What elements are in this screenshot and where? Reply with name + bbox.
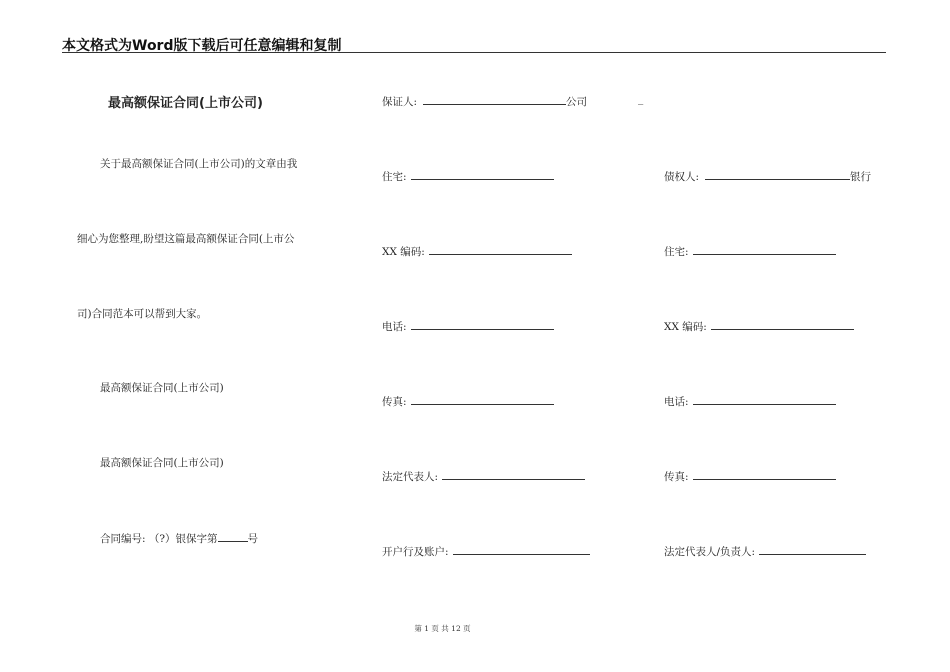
guarantor-bank-account-line	[382, 543, 590, 559]
guarantor-trailing-mark: _	[638, 93, 644, 105]
guarantor-name-blank	[423, 93, 566, 105]
creditor-residence-blank	[693, 243, 836, 255]
guarantor-name-line	[382, 93, 587, 109]
guarantor-legal-rep-label: 法定代表人:	[382, 471, 439, 483]
creditor-postcode-blank	[711, 318, 854, 330]
creditor-phone-label: 电话:	[664, 396, 689, 408]
guarantor-phone-label: 电话:	[382, 321, 407, 333]
intro-line-2: 细心为您整理,盼望这篇最高额保证合同(上市公	[77, 233, 295, 245]
creditor-phone-line	[664, 393, 836, 409]
intro-line-1: 关于最高额保证合同(上市公司)的文章由我	[100, 158, 298, 170]
contract-number-line	[100, 530, 258, 546]
guarantor-phone-blank	[411, 318, 554, 330]
guarantor-residence-blank	[411, 168, 554, 180]
creditor-fax-line	[664, 468, 836, 484]
guarantor-residence-label: 住宅:	[382, 171, 407, 183]
contract-number-blank	[218, 530, 248, 542]
creditor-residence-label: 住宅:	[664, 246, 689, 258]
creditor-name-blank	[705, 168, 850, 180]
creditor-label: 债权人:	[664, 171, 700, 183]
creditor-fax-label: 传真:	[664, 471, 689, 483]
guarantor-postcode-blank	[429, 243, 572, 255]
guarantor-legal-rep-blank	[442, 468, 585, 480]
creditor-residence-line	[664, 243, 836, 259]
guarantor-fax-label: 传真:	[382, 396, 407, 408]
creditor-postcode-line	[664, 318, 854, 334]
guarantor-postcode-line	[382, 243, 572, 259]
guarantor-bank-account-label: 开户行及账户:	[382, 546, 449, 558]
section-heading-2: 最高额保证合同(上市公司)	[100, 457, 224, 469]
creditor-suffix: 银行	[850, 171, 872, 183]
guarantor-residence-line	[382, 168, 554, 184]
guarantor-bank-account-blank	[453, 543, 590, 555]
guarantor-fax-blank	[411, 393, 554, 405]
guarantor-postcode-label: XX 编码:	[382, 246, 425, 258]
creditor-legal-rep-label: 法定代表人/负责人:	[664, 546, 756, 558]
section-heading-1: 最高额保证合同(上市公司)	[100, 382, 224, 394]
header-divider	[62, 52, 886, 53]
document-title: 最高额保证合同(上市公司)	[108, 96, 263, 111]
creditor-phone-blank	[693, 393, 836, 405]
creditor-fax-blank	[693, 468, 836, 480]
intro-line-3: 司)合同范本可以帮到大家。	[77, 308, 208, 320]
creditor-postcode-label: XX 编码:	[664, 321, 707, 333]
guarantor-label: 保证人:	[382, 96, 418, 108]
page-number: 第 1 页 共 12 页	[414, 624, 471, 633]
guarantor-fax-line	[382, 393, 554, 409]
guarantor-suffix: 公司	[566, 96, 588, 108]
creditor-legal-rep-line	[664, 543, 866, 559]
guarantor-legal-rep-line	[382, 468, 585, 484]
document-header-title: 本文格式为Word版下载后可任意编辑和复制	[62, 38, 342, 54]
contract-number-suffix: 号	[247, 533, 259, 545]
contract-number-label: 合同编号: （?）银保字第	[100, 533, 218, 545]
guarantor-phone-line	[382, 318, 554, 334]
creditor-legal-rep-blank	[759, 543, 866, 555]
creditor-name-line	[664, 168, 871, 184]
